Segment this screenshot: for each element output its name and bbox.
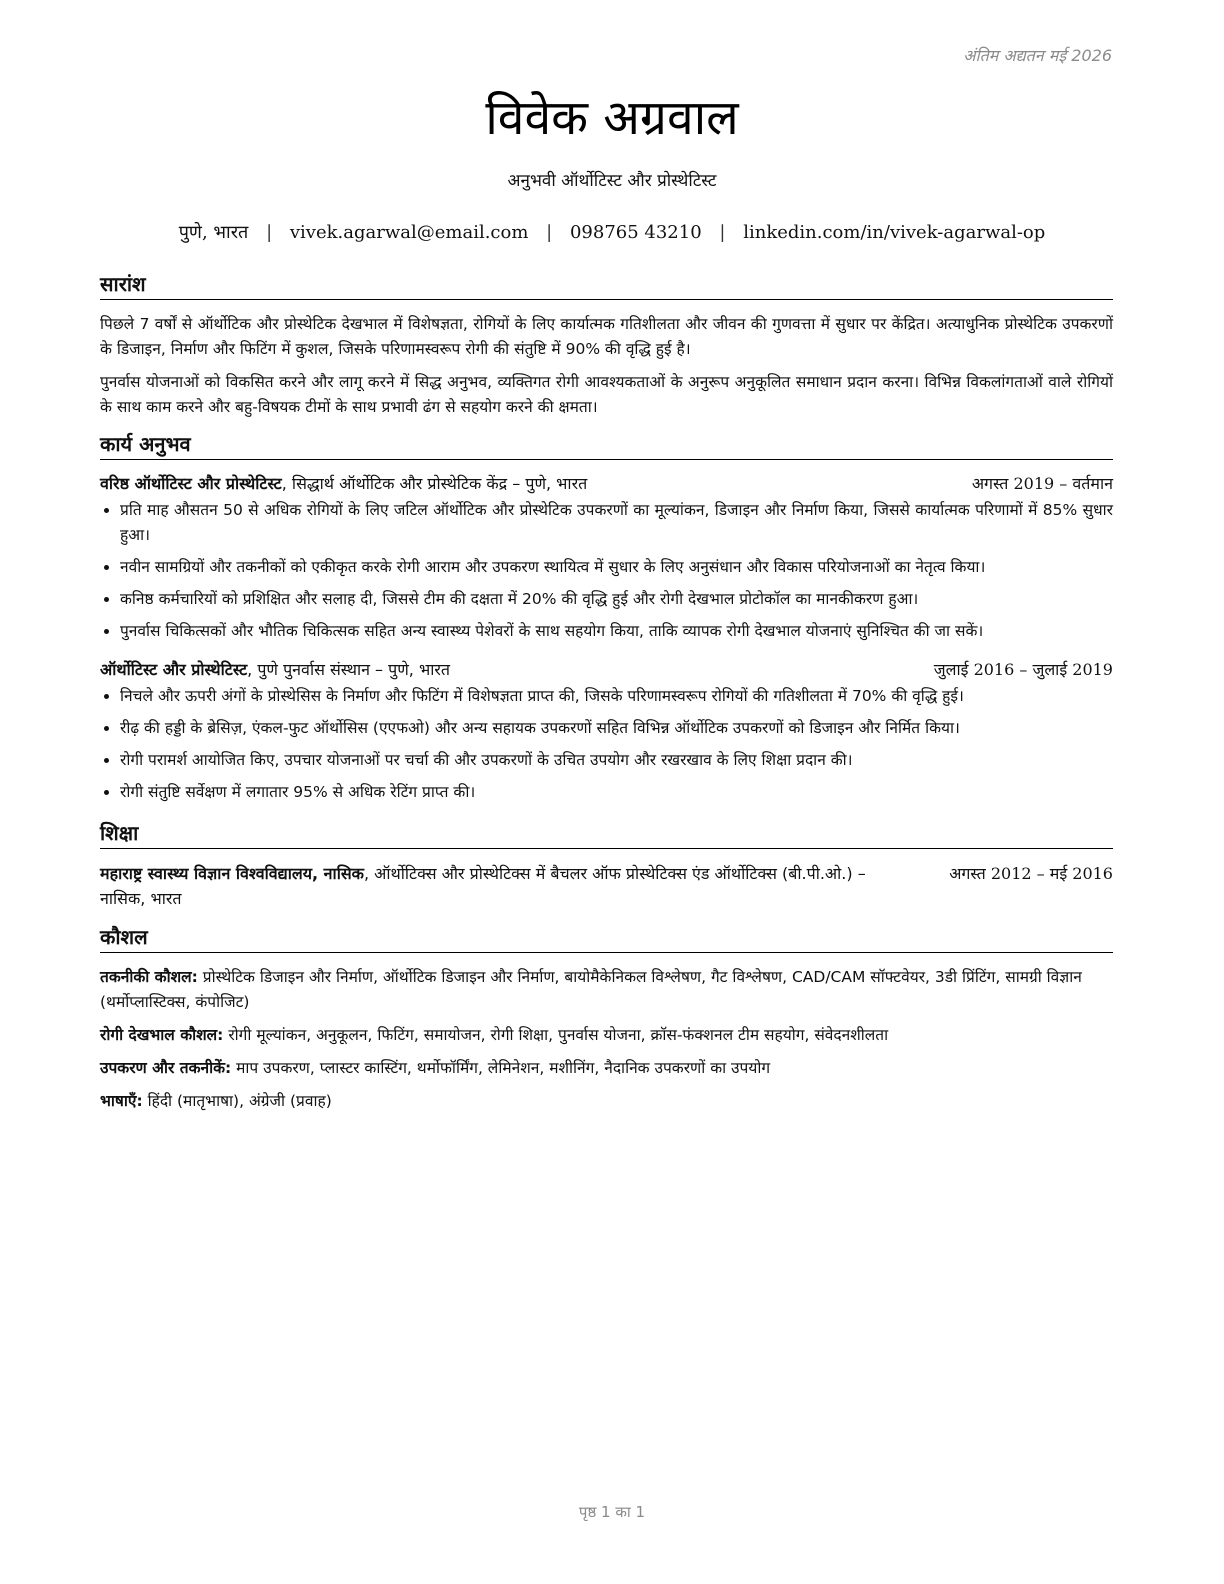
summary-section bbox=[100, 270, 1113, 420]
section-title-education: शिक्षा bbox=[100, 819, 1113, 849]
job-header bbox=[100, 472, 1113, 496]
candidate-tagline: अनुभवी ऑर्थोटिस्ट और प्रोस्थेटिस्ट bbox=[507, 171, 717, 191]
skill-row bbox=[100, 1023, 1113, 1048]
skills-section bbox=[100, 923, 1113, 1114]
skill-label: तकनीकी कौशल: bbox=[100, 968, 198, 986]
job-bullet: • रोगी संतुष्टि सर्वेक्षण में लगातार 95% से अधिक रेटिंग प्राप्त की। bbox=[120, 780, 1113, 805]
job-entry bbox=[100, 658, 1113, 805]
contact-line bbox=[0, 220, 1224, 244]
job-entry bbox=[100, 472, 1113, 644]
skill-row bbox=[100, 1089, 1113, 1114]
job-bullet: • पुनर्वास चिकित्सकों और भौतिक चिकित्सक सहित अन्य स्वास्थ्य पेशेवरों के साथ सहयोग किया, ताकि व्यापक रोगी देखभाल योजनाएं सुनिश्चित की जा सकें। bbox=[120, 619, 1113, 644]
education-detail: , ऑर्थोटिक्स और प्रोस्थेटिक्स में बैचलर ऑफ प्रोस्थेटिक्स एंड ऑर्थोटिक्स (बी.पी.ओ.) – नासिक, भारत bbox=[100, 864, 866, 908]
job-bullets bbox=[100, 498, 1113, 644]
education-section bbox=[100, 819, 1113, 911]
job-dates: अगस्त 2019 – वर्तमान bbox=[971, 474, 1113, 493]
education-entry bbox=[100, 861, 1113, 911]
job-bullet: • प्रति माह औसतन 50 से अधिक रोगियों के लिए जटिल ऑर्थोटिक और प्रोस्थेटिक उपकरणों का मूल्यांकन, डिजाइन और निर्माण किया, जिससे कार्यात्मक परिणामों में 85% सुधार हुआ। bbox=[120, 498, 1113, 548]
last-updated: अंतिम अद्यतन मई 2026 bbox=[963, 46, 1112, 65]
contact-separator: | bbox=[719, 222, 726, 243]
contact-email[interactable]: vivek.agarwal@email.com bbox=[289, 222, 529, 243]
skill-label: भाषाएँ: bbox=[100, 1092, 143, 1110]
contact-separator: | bbox=[546, 222, 553, 243]
experience-section bbox=[100, 430, 1113, 805]
skill-row bbox=[100, 1056, 1113, 1081]
education-dates: अगस्त 2012 – मई 2016 bbox=[949, 864, 1113, 883]
skill-label: रोगी देखभाल कौशल: bbox=[100, 1026, 224, 1044]
resume-body bbox=[100, 270, 1113, 1124]
job-role: ऑर्थोटिस्ट और प्रोस्थेटिस्ट bbox=[100, 660, 248, 679]
skill-label: उपकरण और तकनीकें: bbox=[100, 1059, 232, 1077]
contact-linkedin[interactable]: linkedin.com/in/vivek-agarwal-op bbox=[743, 222, 1046, 243]
candidate-name: विवेक अग्रवाल bbox=[485, 90, 739, 146]
job-role: वरिष्ठ ऑर्थोटिस्ट और प्रोस्थेटिस्ट bbox=[100, 474, 282, 493]
education-institution: महाराष्ट्र स्वास्थ्य विज्ञान विश्वविद्यालय, नासिक bbox=[100, 864, 364, 883]
skill-text: रोगी मूल्यांकन, अनुकूलन, फिटिंग, समायोजन, रोगी शिक्षा, पुनर्वास योजना, क्रॉस-फंक्शनल टीम सहयोग, संवेदनशीलता bbox=[223, 1026, 889, 1044]
summary-paragraph: पिछले 7 वर्षों से ऑर्थोटिक और प्रोस्थेटिक देखभाल में विशेषज्ञता, रोगियों के लिए कार्यात्मक गतिशीलता और जीवन की गुणवत्ता में सुधार पर केंद्रित। अत्याधुनिक प्रोस्थेटिक उपकरणों के डिजाइन, निर्माण और फिटिंग में कुशल, जिसके परिणामस्वरूप रोगी की संतुष्टि में 90% की वृद्धि हुई है। bbox=[100, 315, 1113, 358]
job-organization: , सिद्धार्थ ऑर्थोटिक और प्रोस्थेटिक केंद्र – पुणे, भारत bbox=[281, 474, 588, 493]
contact-location: पुणे, भारत bbox=[178, 222, 249, 243]
job-organization: , पुणे पुनर्वास संस्थान – पुणे, भारत bbox=[247, 660, 451, 679]
page-number: पृष्ठ 1 का 1 bbox=[578, 1503, 646, 1521]
contact-separator: | bbox=[266, 222, 273, 243]
skill-row bbox=[100, 965, 1113, 1015]
section-title-skills: कौशल bbox=[100, 923, 1113, 953]
job-bullet: • रीढ़ की हड्डी के ब्रेसिज़, एंकल-फुट ऑर्थोसिस (एएफओ) और अन्य सहायक उपकरणों सहित विभिन्न ऑर्थोटिक उपकरणों को डिजाइन और निर्मित किया। bbox=[120, 716, 1113, 741]
job-bullet: • रोगी परामर्श आयोजित किए, उपचार योजनाओं पर चर्चा की और उपकरणों के उचित उपयोग और रखरखाव के लिए शिक्षा प्रदान की। bbox=[120, 748, 1113, 773]
contact-phone: 098765 43210 bbox=[569, 222, 702, 243]
job-bullet: • कनिष्ठ कर्मचारियों को प्रशिक्षित और सलाह दी, जिससे टीम की दक्षता में 20% की वृद्धि हुई और रोगी देखभाल प्रोटोकॉल का मानकीकरण हुआ। bbox=[120, 587, 1113, 612]
skill-text: प्रोस्थेटिक डिजाइन और निर्माण, ऑर्थोटिक डिजाइन और निर्माण, बायोमैकेनिकल विश्लेषण, गैट विश्लेषण, CAD/CAM सॉफ्टवेयर, 3डी प्रिंटिंग, सामग्री विज्ञान (थर्मोप्लास्टिक्स, कंपोजिट) bbox=[100, 968, 1082, 1011]
skill-text: हिंदी (मातृभाषा), अंग्रेजी (प्रवाह) bbox=[142, 1092, 332, 1110]
job-bullet: • निचले और ऊपरी अंगों के प्रोस्थेसिस के निर्माण और फिटिंग में विशेषज्ञता प्राप्त की, जिसके परिणामस्वरूप रोगियों की गतिशीलता में 70% की वृद्धि हुई। bbox=[120, 684, 1113, 709]
job-dates: जुलाई 2016 – जुलाई 2019 bbox=[933, 660, 1113, 679]
summary-paragraph: पुनर्वास योजनाओं को विकसित करने और लागू करने में सिद्ध अनुभव, व्यक्तिगत रोगी आवश्यकताओं के अनुरूप अनुकूलित समाधान प्रदान करना। विभिन्न विकलांगताओं वाले रोगियों के साथ काम करने और बहु-विषयक टीमों के साथ प्रभावी ढंग से सहयोग करने की क्षमता। bbox=[100, 373, 1113, 416]
job-header bbox=[100, 658, 1113, 682]
skill-text: माप उपकरण, प्लास्टर कास्टिंग, थर्मोफॉर्मिंग, लेमिनेशन, मशीनिंग, नैदानिक उपकरणों का उपयोग bbox=[231, 1059, 771, 1077]
job-bullet: • नवीन सामग्रियों और तकनीकों को एकीकृत करके रोगी आराम और उपकरण स्थायित्व में सुधार के लिए अनुसंधान और विकास परियोजनाओं का नेतृत्व किया। bbox=[120, 555, 1113, 580]
section-title-summary: सारांश bbox=[100, 270, 1113, 300]
job-bullets bbox=[100, 684, 1113, 805]
section-title-experience: कार्य अनुभव bbox=[100, 430, 1113, 460]
